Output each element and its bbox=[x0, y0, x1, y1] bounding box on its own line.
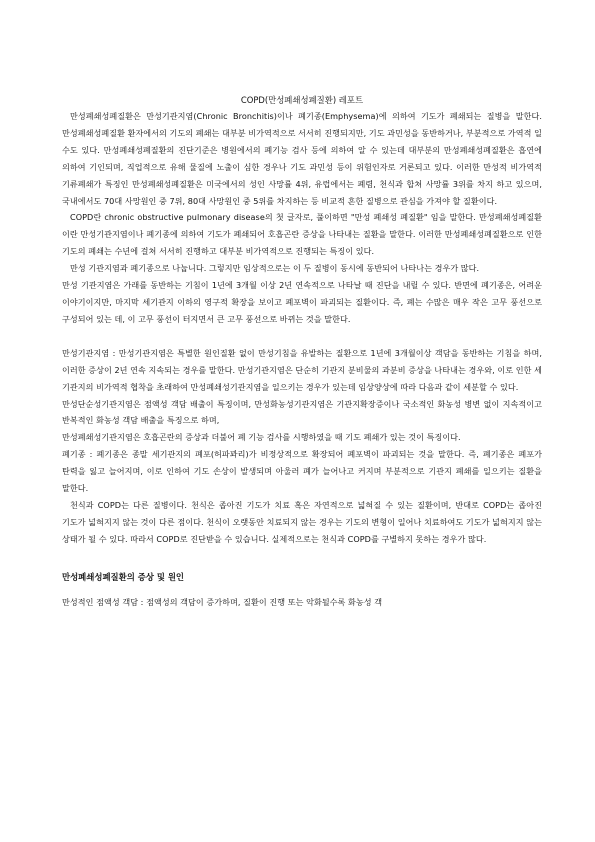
document-title: COPD(만성폐쇄성폐질환) 레포트 bbox=[240, 95, 364, 105]
paragraph-asthma-vs-copd: 천식과 COPD는 다른 질병이다. 천식은 좁아진 기도가 치료 혹은 자연적으로 넓혀질 수 있는 질환이며, 반대로 COPD는 좁아진 기도가 넓혀지지 않는 것이 다른 점이다. 천식이 오랫동안 치료되지 않는 경우는 기도의 변형이 일어나 치료하여도 기도가 넓혀지지 않는 상태가 될 수 있다. 따라서 COPD로 진단받을 수 있습니다. 실제적으로는 천식과 COPD를 구별하지 못하는 경우가 많다. bbox=[62, 499, 542, 544]
section-spacer bbox=[62, 548, 542, 570]
paragraph-spacer bbox=[62, 328, 542, 345]
paragraph-copd-definition: 만성폐쇄성폐질환은 만성기관지염(Chronic Bronchitis)이나 폐기종(Emphysema)에 의하여 기도가 폐쇄되는 질병을 말한다. 만성폐쇄성폐질환 환자에서의 기도의 폐쇄는 대부분 비가역적으로 서서히 진행되지만, 기도 과민성을 동반하거나, 부분적으로 가역적 일 수도 있다. 만성폐쇄성폐질환의 진단기준은 병원에서의 폐기능 검사 등에 의하여 알 수 있는데 대부분의 만성폐쇄성폐질환은 흡연에 의하여 기인되며, 직업적으로 유해 물질에 노출이 심한 경우나 기도 과민성 등이 위험인자로 거론되고 있다. 이러한 만성적 비가역적 기류폐쇄가 특징인 만성폐쇄성폐질환은 미국에서의 성인 사망률 4위, 유럽에서는 폐렴, 천식과 합쳐 사망률 3위를 차지 하고 있으며, 국내에서도 70대 사망원인 중 7위, 80대 사망원인 중 5위를 차지하는 등 비교적 흔한 질병으로 관심을 가져야 할 질환이다. bbox=[62, 111, 542, 206]
paragraph-chronic-bronchitis: 만성기관지염 : 만성기관지염은 특별한 원인질환 없이 만성기침을 유발하는 질환으로 1년에 3개월이상 객담을 동반하는 기침을 하며,이러한 증상이 2년 연속 지속되는 경우를 말한다. 만성기관지염은 단순히 기관지 분비물의 과분비 증상을 나타내는 경우와, 이로 인한 세 기관지의 비가역적 협착을 초래하여 만성폐쇄성기관지염을 일으키는 경우가 있는데 임상양상에 따라 다음과 같이 세분할 수 있다. bbox=[62, 347, 542, 392]
paragraph-copd-acronym: COPD란 chronic obstructive pulmonary disease의 첫 글자로, 풀이하면 "만성 폐쇄성 폐질환" 임을 말한다. 만성폐쇄성폐질환 이란 만성기관지염이나 폐기종에 의하여 기도가 폐쇄되어 호흡곤란 증상을 나타내는 질환을 말한다. 이러한 만성폐쇄성폐질환으로 인한 기도의 폐쇄는 수년에 걸쳐 서서히 진행하고 대부분 비가역적으로 진행되는 특징이 있다. bbox=[62, 212, 542, 257]
paragraph-bronchitis-vs-emphysema: 만성 기관지염은 가래를 동반하는 기침이 1년에 3개월 이상 2년 연속적으로 나타날 때 진단을 내릴 수 있다. 반면에 폐기종은, 어려운 이야기이지만, 마지막 세기관지 이하의 영구적 확장을 보이고 폐포벽이 파괴되는 질환이다. 즉, 폐는 수많은 매우 작은 고무 풍선으로 구성되어 있는 데, 이 고무 풍선이 터지면서 큰 고무 풍선으로 바뀌는 것을 말한다. bbox=[62, 280, 542, 324]
paragraph-emphysema: 폐기종 : 폐기종은 종말 세기관지의 폐포(허파꽈리)가 비정상적으로 확장되어 폐포벽이 파괴되는 것을 말한다. 즉, 폐기종은 폐포가 탄력을 잃고 늘어지며, 이로 인하여 기도 손상이 발생되며 아울러 폐가 늘어나고 커지며 부분적으로 기관지 폐쇄를 일으키는 질환을 말한다. bbox=[62, 449, 542, 494]
section-heading: 만성폐쇄성폐질환의 증상 및 원인 bbox=[62, 571, 185, 582]
paragraph-symptoms: 만성적인 점액성 객담 : 점액성의 객담이 증가하며, 질환이 진행 또는 악화될수록 화농성 객 bbox=[62, 596, 383, 607]
paragraph-bronchitis-subtypes: 만성단순성기관지염은 점액성 객담 배출이 특징이며, 만성화농성기관지염은 기관지확장증이나 국소적인 화농성 병변 없이 지속적이고 반복적인 화농성 객담 배출을 특징으로 하며, bbox=[62, 398, 542, 426]
paragraph-copd-types: 만성 기관지염과 폐기종으로 나눕니다. 그렇지만 임상적으로는 이 두 질병이 동시에 동반되어 나타나는 경우가 많다. bbox=[70, 263, 480, 274]
paragraph-obstructive-bronchitis: 만성폐쇄성기관지염은 호흡곤란의 증상과 더불어 폐 기능 검사를 시행하였을 때 기도 폐쇄가 있는 것이 특징이다. bbox=[62, 432, 461, 443]
